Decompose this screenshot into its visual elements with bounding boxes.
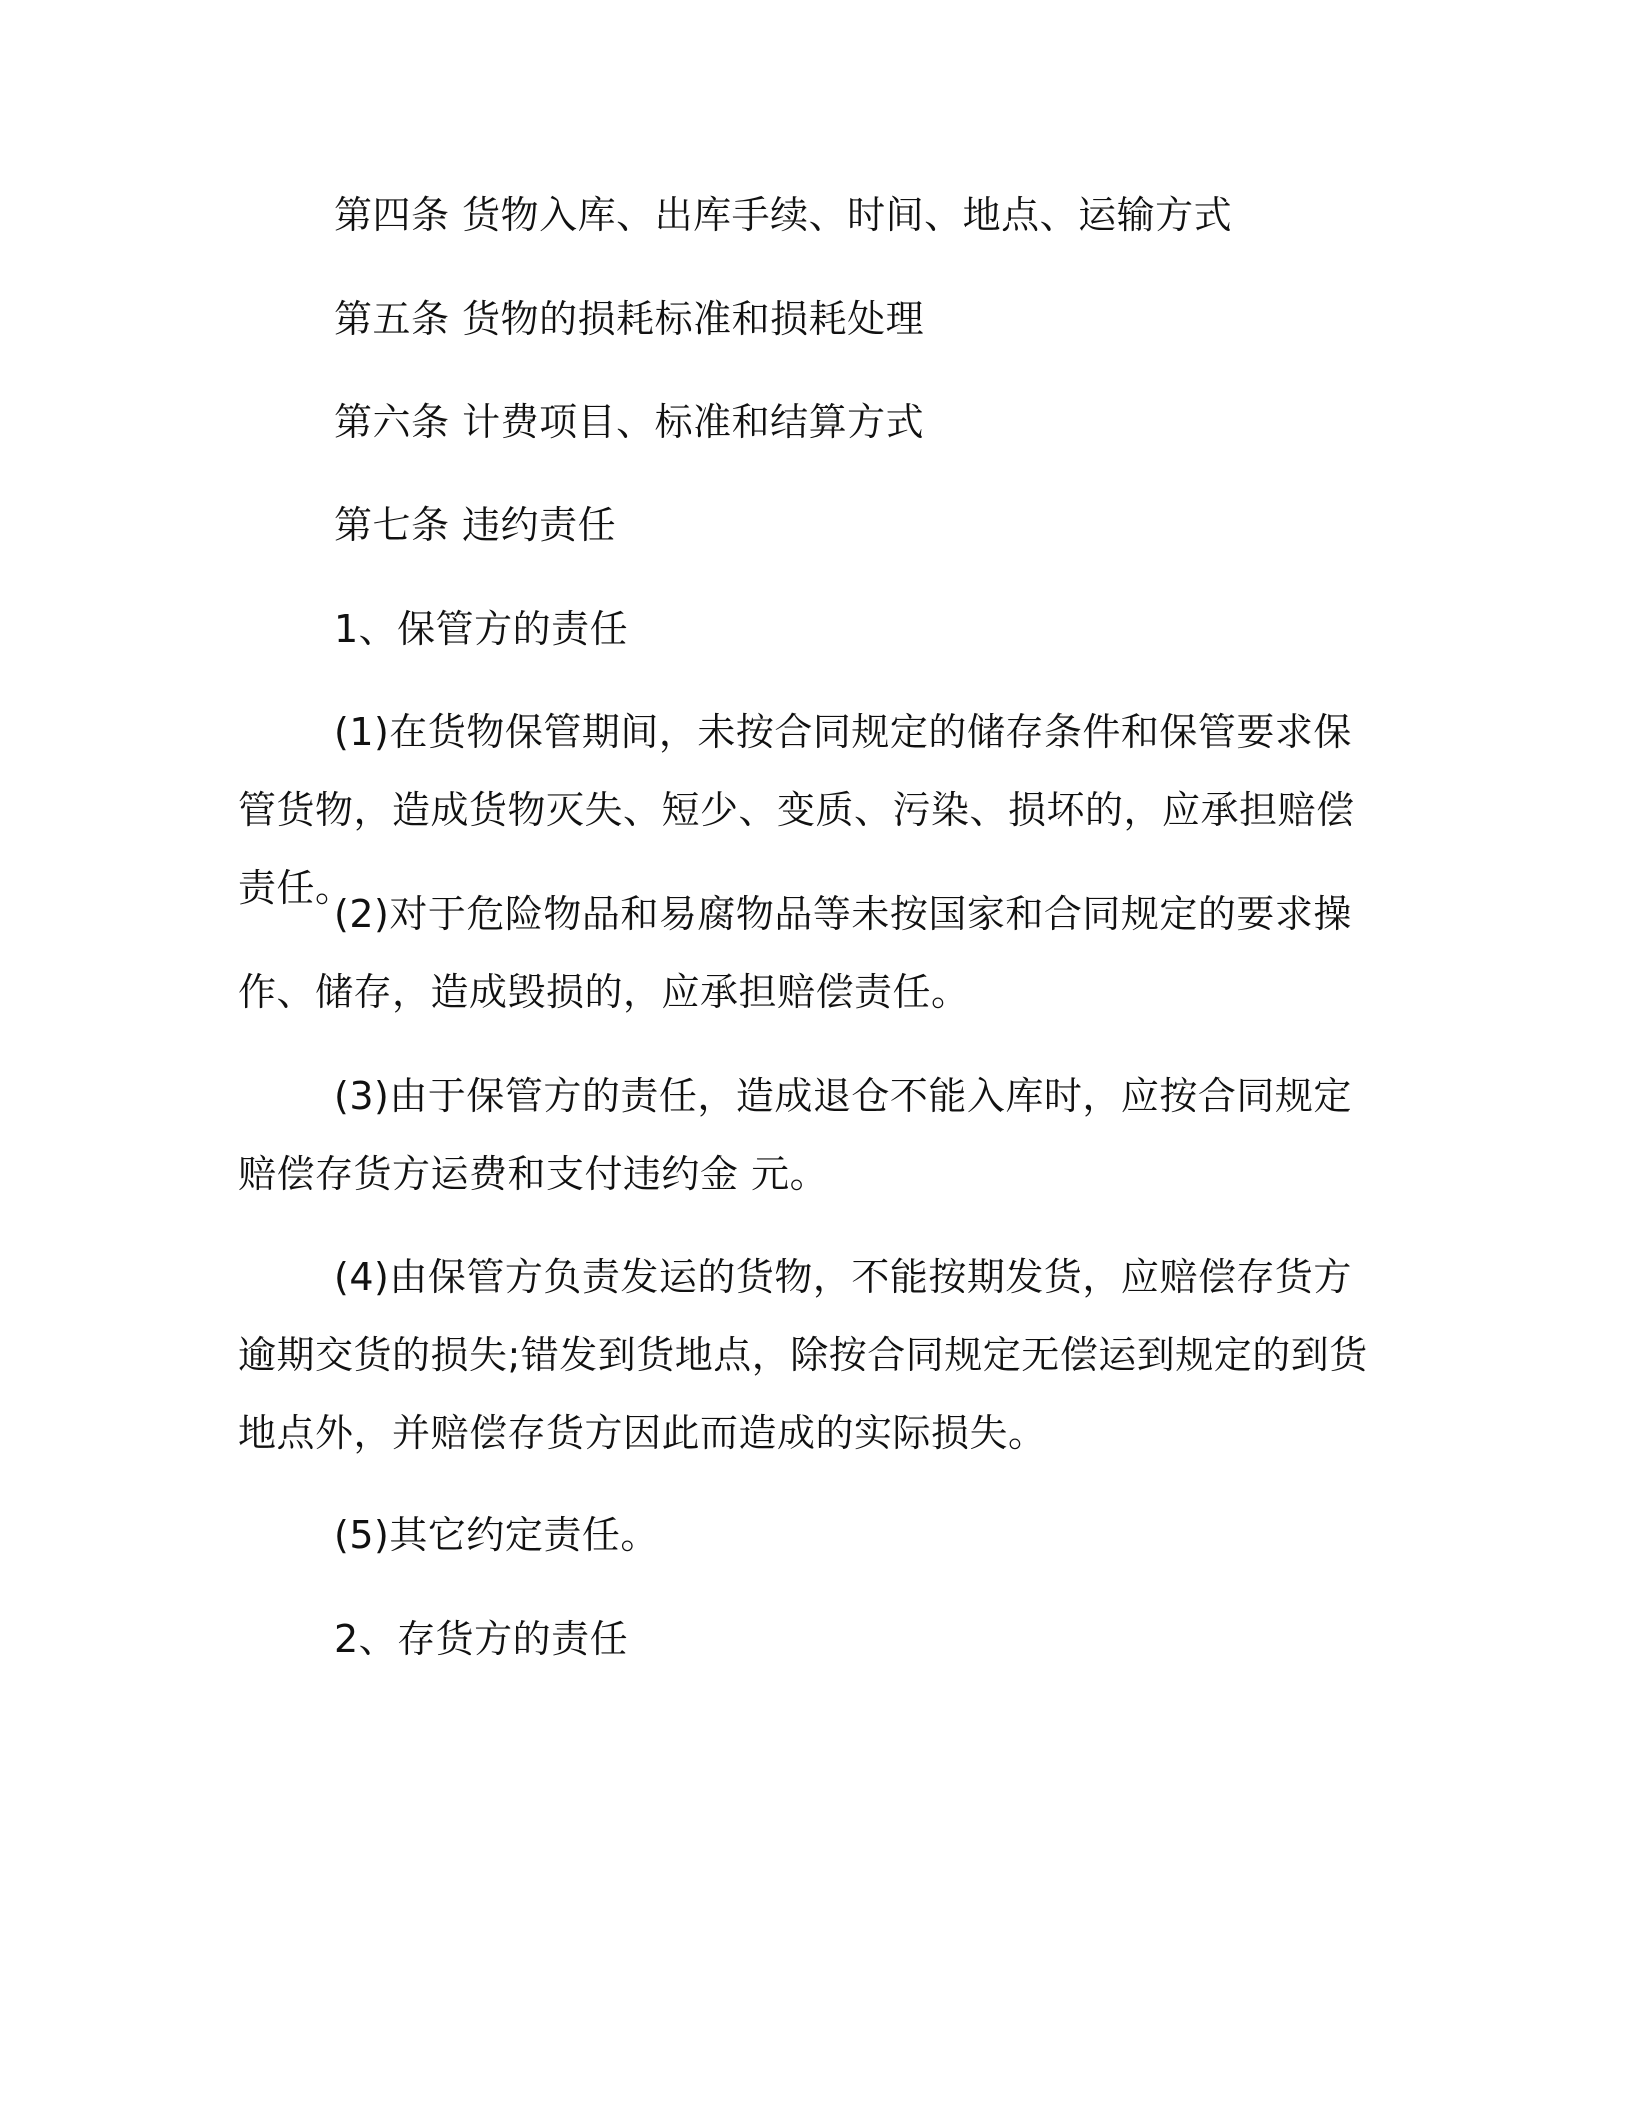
- article-6-heading: 第六条 计费项目、标准和结算方式: [334, 400, 925, 444]
- article-4-heading: 第四条 货物入库、出库手续、时间、地点、运输方式: [334, 193, 1233, 237]
- article-5-heading: 第五条 货物的损耗标准和损耗处理: [334, 297, 925, 341]
- article-7-heading: 第七条 违约责任: [334, 503, 617, 547]
- keeper-clause-4: (4)由保管方负责发运的货物，不能按期发货，应赔偿存货方逾期交货的损失;错发到货地点，除按合同规定无偿运到规定的到货地点外，并赔偿存货方因此而造成的实际损失。: [238, 1255, 1368, 1455]
- keeper-clause-1: (1)在货物保管期间，未按合同规定的储存条件和保管要求保管货物，造成货物灭失、短少、变质、污染、损坏的，应承担赔偿责任。: [238, 710, 1355, 910]
- depositor-liability-heading: 2、存货方的责任: [334, 1617, 629, 1661]
- keeper-clause-2: (2)对于危险物品和易腐物品等未按国家和合同规定的要求操作、储存，造成毁损的，应承担赔偿责任。: [238, 892, 1352, 1014]
- keeper-liability-heading: 1、保管方的责任: [334, 607, 629, 651]
- keeper-clause-3: (3)由于保管方的责任，造成退仓不能入库时，应按合同规定赔偿存货方运费和支付违约金 元。: [238, 1074, 1352, 1196]
- keeper-clause-5: (5)其它约定责任。: [334, 1513, 659, 1557]
